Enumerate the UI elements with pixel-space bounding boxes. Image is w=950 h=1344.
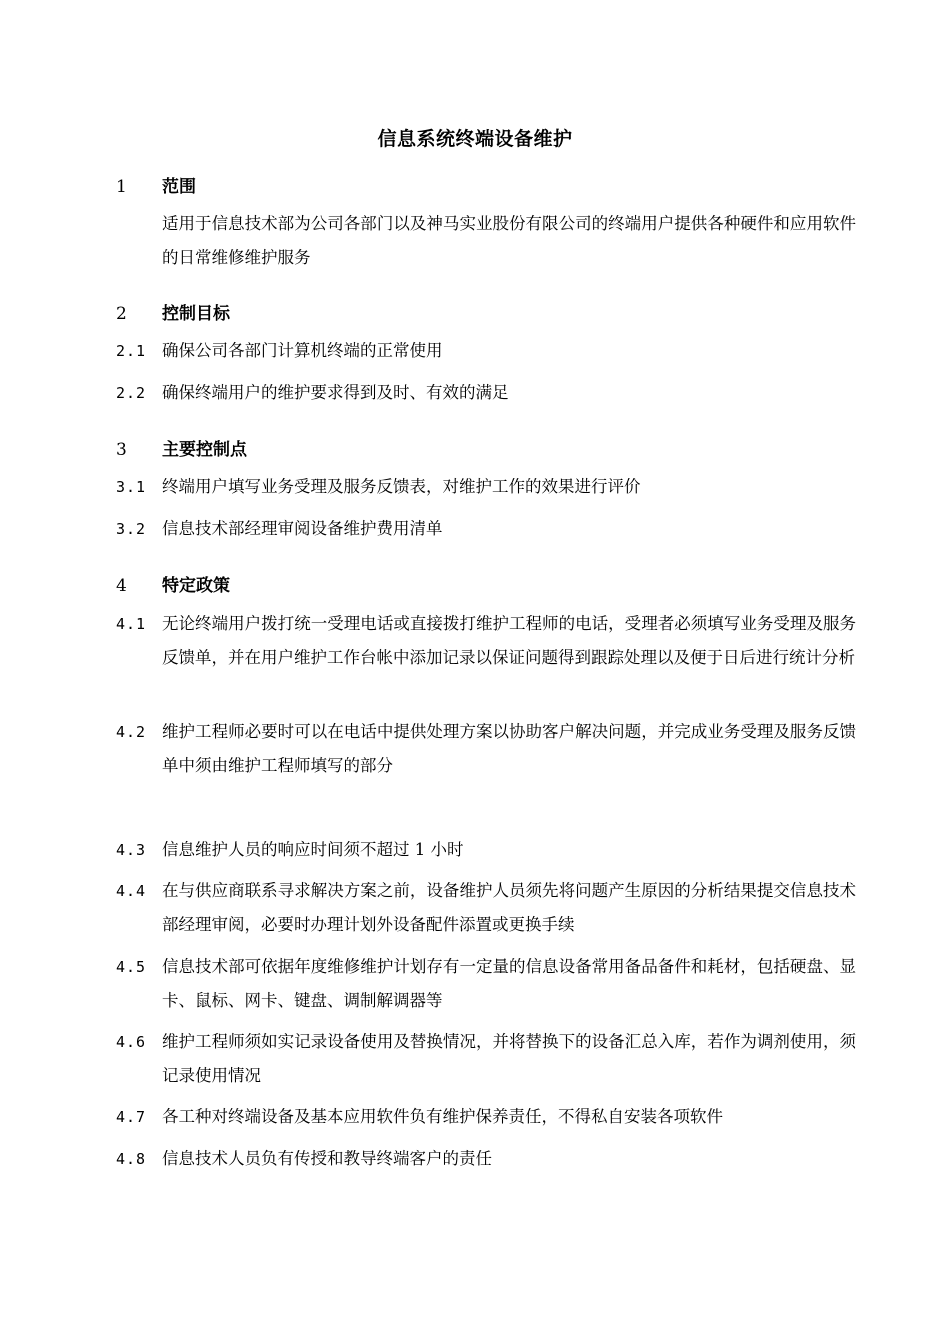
section-heading-text: 主要控制点 — [162, 440, 247, 460]
item-number: 4.4 — [116, 882, 147, 900]
section-heading-text: 特定政策 — [162, 576, 230, 596]
item-text: 各工种对终端设备及基本应用软件负有维护保养责任，不得私自安装各项软件 — [162, 1107, 723, 1126]
item-text: 信息技术部经理审阅设备维护费用清单 — [162, 519, 443, 538]
section-paragraph-1: 适用于信息技术部为公司各部门以及神马实业股份有限公司的终端用户提供各种硬件和应用软件的日常维修维护服务 — [162, 214, 856, 267]
item-text: 确保公司各部门计算机终端的正常使用 — [162, 341, 443, 360]
document-title: 信息系统终端设备维护 — [377, 128, 573, 150]
item-text: 在与供应商联系寻求解决方案之前，设备维护人员须先将问题产生原因的分析结果提交信息技术部经理审阅，必要时办理计划外设备配件添置或更换手续 — [162, 881, 856, 934]
section-heading-text: 控制目标 — [162, 304, 230, 324]
item-number: 4.1 — [116, 615, 147, 633]
item-number: 4.3 — [116, 841, 147, 859]
item-number: 4.6 — [116, 1033, 147, 1051]
item-number: 2.1 — [116, 342, 147, 360]
item-text: 信息技术人员负有传授和教导终端客户的责任 — [162, 1149, 492, 1168]
section-heading-text: 范围 — [162, 177, 196, 197]
section-heading-4 — [116, 571, 230, 596]
item-text: 无论终端用户拨打统一受理电话或直接拨打维护工程师的电话，受理者必须填写业务受理及服务反馈单，并在用户维护工作台帐中添加记录以保证问题得到跟踪处理以及便于日后进行统计分析 — [162, 614, 856, 667]
item-number: 4.8 — [116, 1150, 147, 1168]
section-number: 2 — [116, 304, 127, 324]
item-text: 信息技术部可依据年度维修维护计划存有一定量的信息设备常用备品备件和耗材，包括硬盘、显卡、鼠标、网卡、键盘、调制解调器等 — [162, 957, 856, 1010]
item-text: 终端用户填写业务受理及服务反馈表，对维护工作的效果进行评价 — [162, 477, 641, 496]
item-text: 维护工程师必要时可以在电话中提供处理方案以协助客户解决问题，并完成业务受理及服务反馈单中须由维护工程师填写的部分 — [162, 722, 856, 775]
item-number: 3.2 — [116, 520, 147, 538]
section-heading-2 — [116, 299, 230, 324]
section-heading-3 — [116, 435, 247, 460]
section-heading-1 — [116, 172, 196, 197]
item-number: 4.7 — [116, 1108, 147, 1126]
section-number: 3 — [116, 440, 127, 460]
item-number: 4.2 — [116, 723, 147, 741]
item-number: 2.2 — [116, 384, 147, 402]
item-text: 确保终端用户的维护要求得到及时、有效的满足 — [162, 383, 509, 402]
item-number: 4.5 — [116, 958, 147, 976]
section-number: 1 — [116, 177, 127, 197]
section-number: 4 — [116, 576, 127, 596]
item-text: 维护工程师须如实记录设备使用及替换情况，并将替换下的设备汇总入库，若作为调剂使用，须记录使用情况 — [162, 1032, 856, 1085]
item-text: 信息维护人员的响应时间须不超过 1 小时 — [162, 840, 464, 859]
item-number: 3.1 — [116, 478, 147, 496]
